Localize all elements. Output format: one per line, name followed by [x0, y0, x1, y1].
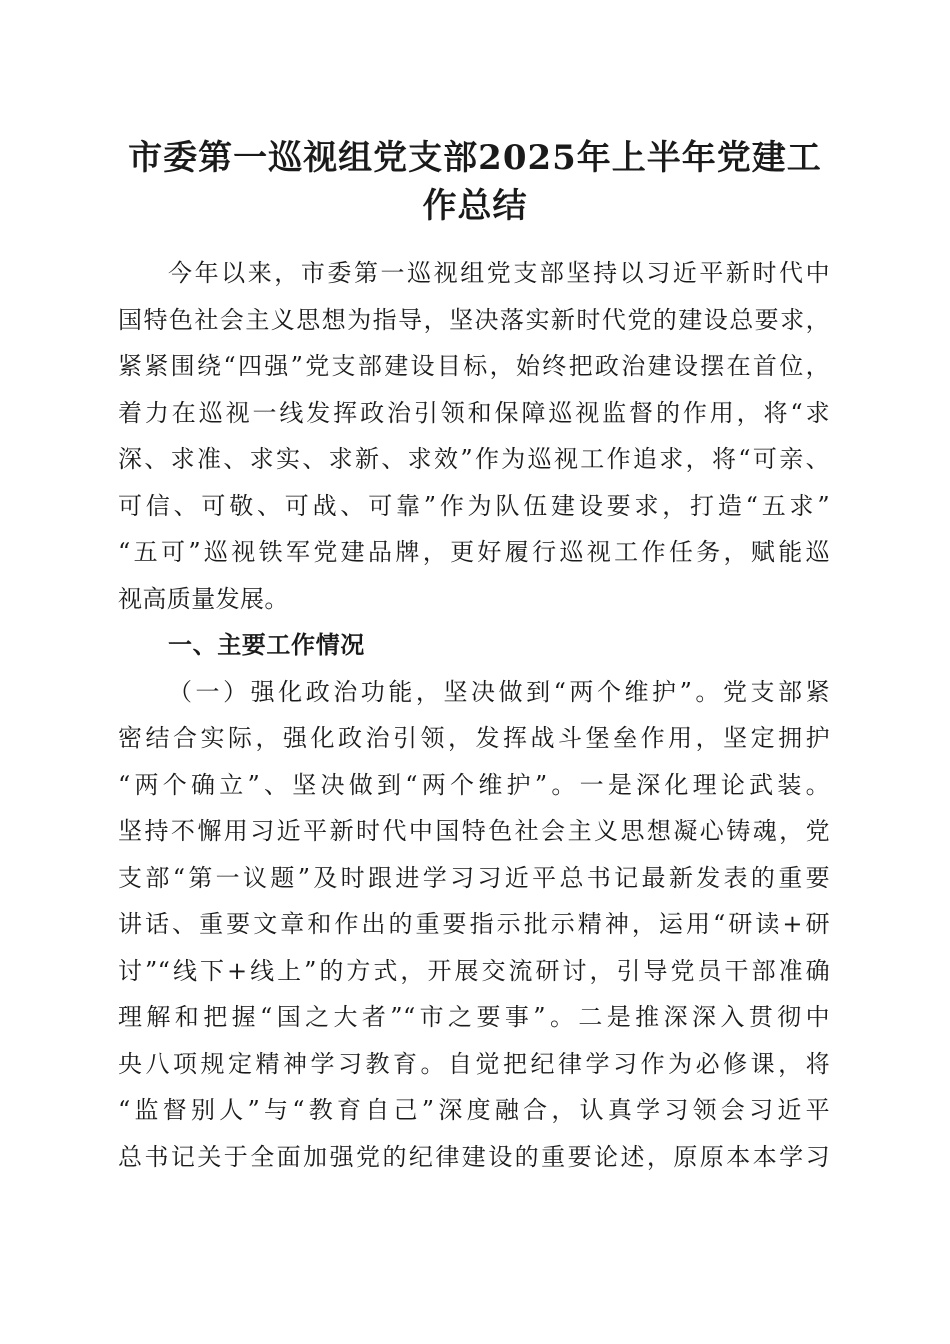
paragraph-2-line: 支部“第一议题”及时跟进学习习近平总书记最新发表的重要: [118, 863, 830, 892]
paragraph-1-line: 可信、可敬、可战、可靠”作为队伍建设要求，打造“五求”: [118, 491, 830, 520]
paragraph-2-line: 坚持不懈用习近平新时代中国特色社会主义思想凝心铸魂，党: [118, 817, 830, 845]
page-title: [110, 134, 840, 230]
paragraph-2-line: 总书记关于全面加强党的纪律建设的重要论述，原原本本学习: [118, 1142, 830, 1171]
paragraph-1-line: 深、求准、求实、求新、求效”作为巡视工作追求，将“可亲、: [118, 445, 830, 473]
paragraph-2-line: 理解和把握“国之大者”“市之要事”。二是推深深入贯彻中: [118, 1003, 830, 1031]
paragraph-2-line: 讲话、重要文章和作出的重要指示批示精神，运用“研读+研: [118, 910, 830, 938]
paragraph-1-line: 着力在巡视一线发挥政治引领和保障巡视监督的作用，将“求: [118, 398, 830, 427]
paragraph-1-line: 今年以来，市委第一巡视组党支部坚持以习近平新时代中: [168, 259, 830, 287]
paragraph-2-line: 央八项规定精神学习教育。自觉把纪律学习作为必修课，将: [118, 1049, 830, 1078]
paragraph-2-line: 密结合实际，强化政治引领，发挥战斗堡垒作用，坚定拥护: [118, 724, 830, 752]
paragraph-2-line: “两个确立”、坚决做到“两个维护”。一是深化理论武装。: [118, 770, 830, 799]
paragraph-1-line: “五可”巡视铁军党建品牌，更好履行巡视工作任务，赋能巡: [118, 538, 830, 566]
paragraph-1-line: 视高质量发展。: [118, 584, 289, 613]
paragraph-1-line: 紧紧围绕“四强”党支部建设目标，始终把政治建设摆在首位，: [118, 352, 830, 380]
paragraph-1-line: 国特色社会主义思想为指导，坚决落实新时代党的建设总要求，: [118, 305, 830, 334]
paragraph-2-line: （一）强化政治功能，坚决做到“两个维护”。党支部紧: [168, 677, 830, 706]
paragraph-2-line: 讨”“线下+线上”的方式，开展交流研讨，引导党员干部准确: [118, 956, 830, 985]
title-line-1: 市委第一巡视组党支部2025年上半年党建工: [128, 138, 822, 178]
paragraph-2-line: “监督别人”与“教育自己”深度融合，认真学习领会习近平: [118, 1096, 830, 1124]
title-line-2: 作总结: [422, 186, 528, 226]
section-heading: 一、主要工作情况: [168, 631, 365, 659]
document-body: [118, 250, 830, 1180]
